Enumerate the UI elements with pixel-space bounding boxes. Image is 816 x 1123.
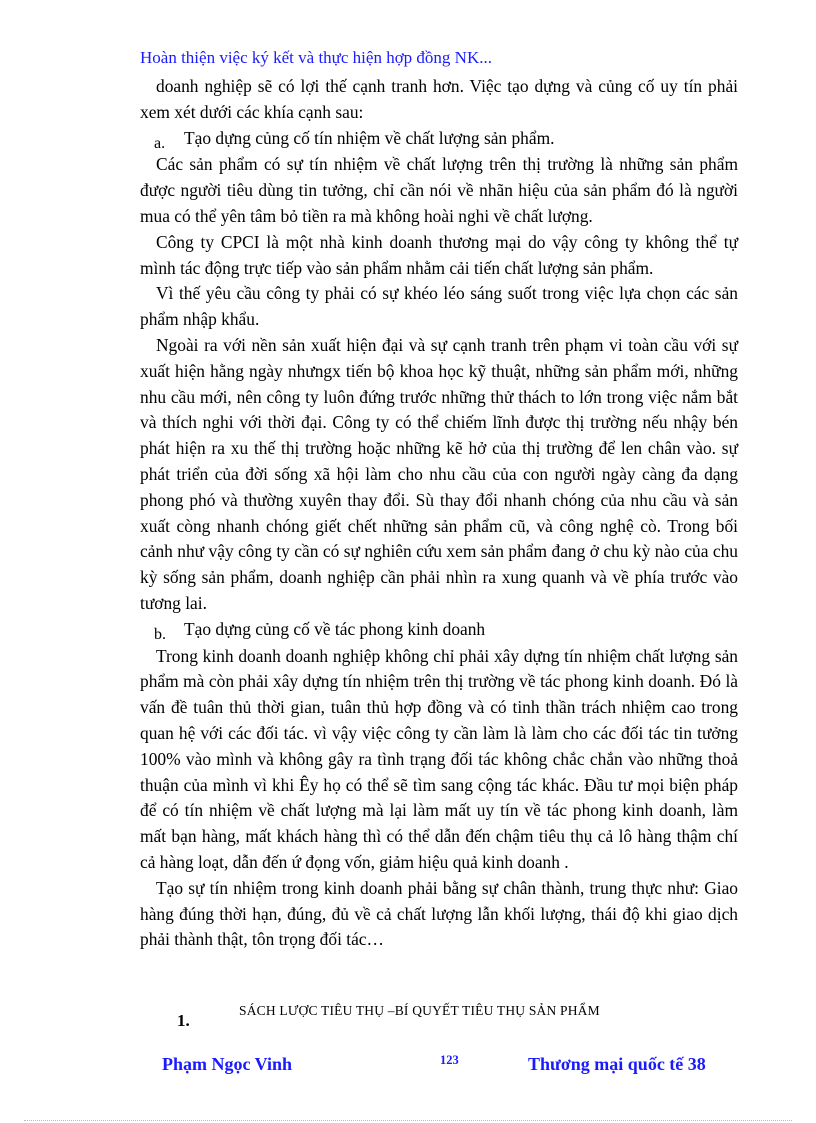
intro-paragraph: doanh nghiệp sẽ có lợi thế cạnh tranh hơn. Việc tạo dựng và củng cố uy tín phải xem xét dưới các khía cạnh sau: — [140, 76, 738, 122]
section-b-paragraph-2: Tạo sự tín nhiệm trong kinh doanh phải bằng sự chân thành, trung thực như: Giao hàng đúng thời hạn, đúng, đủ về cả chất lượng lẫn khối lượng, thái độ khi giao dịch phải thành thật, tôn trọng đối tác… — [140, 877, 738, 950]
section-a-paragraph-2: Công ty CPCI là một nhà kinh doanh thương mại do vậy công ty không thể tự mình tác động trực tiếp vào sản phẩm nhằm cải tiến chất lượng sản phẩm. — [140, 231, 738, 278]
section-a-title: Tạo dựng củng cố tín nhiệm về chất lượng sản phẩm. — [184, 127, 555, 148]
footer-course: Thương mại quốc tế 38 — [528, 1054, 706, 1074]
section-1-number: 1. — [177, 1011, 190, 1030]
section-a-paragraph-1: Các sản phẩm có sự tín nhiệm về chất lượng trên thị trường là những sản phẩm được người tiêu dùng tin tưởng, chỉ cần nói về nhãn hiệu của sản phẩm đó là người mua có thể yên tâm bỏ tiền ra mà không hoài nghi về chất lượng. — [140, 154, 738, 226]
section-b-marker: b. — [154, 625, 166, 643]
section-a-marker: a. — [154, 134, 166, 152]
document-body — [140, 74, 738, 953]
section-1-title: SÁCH LƯỢC TIÊU THỤ –BÍ QUYẾT TIÊU THỤ SẢN PHẨM — [239, 1003, 600, 1018]
section-a-paragraph-4: Ngoài ra với nền sản xuất hiện đại và sự cạnh tranh trên phạm vi toàn cầu với sự xuất hiện hằng ngày nhưngx tiến bộ khoa học kỹ thuật, những sản phẩm mới, những nhu cầu mới, nên công ty luôn đứng trước những thử thách to lớn trong việc nắm bắt và thích nghi với thời đại. Công ty có thể chiếm lĩnh được thị trường nếu nhậy bén phát hiện ra xu thế thị trường hoặc những kẽ hở của thị trường để len chân vào. sự phát triển của đời sống xã hội làm cho nhu cầu của con người ngày càng đa dạng phong phó và thường xuyên thay đổi. Sù thay đổi nhanh chóng của nhu cầu và sản xuất còng nhanh chóng giết chết những sản phẩm cũ, và công nghệ cò. Trong bối cảnh như vậy công ty cần có sự nghiên cứu xem sản phẩm đang ở chu kỳ nào của chu kỳ sống sản phẩm, doanh nghiệp cần phải nhìn ra xung quanh và về phía trước vào tương lai. — [140, 334, 738, 613]
footer-page-number: 123 — [440, 1053, 459, 1067]
section-1-heading — [177, 1003, 600, 1031]
section-b-heading — [140, 617, 738, 644]
section-a-paragraph-3: Vì thế yêu cầu công ty phải có sự khéo léo sáng suốt trong việc lựa chọn các sản phẩm nhập khẩu. — [140, 283, 738, 330]
section-a-heading — [140, 126, 738, 153]
running-header: Hoàn thiện việc ký kết và thực hiện hợp đồng NK... — [140, 48, 492, 67]
page-bottom-edge — [24, 1120, 792, 1121]
section-b-title: Tạo dựng củng cố về tác phong kinh doanh — [184, 618, 486, 639]
section-b-paragraph-1: Trong kinh doanh doanh nghiệp không chỉ phải xây dựng tín nhiệm chất lượng sản phẩm mà còn phải xây dựng tín nhiệm trên thị trường về tác phong kinh doanh. Đó là vấn đề tuân thủ thời gian, tuân thủ hợp đồng và có tinh thần trách nhiệm cao trong quan hệ với các đối tác. vì vậy việc công ty cần làm là làm cho các đối tác tin tưởng 100% vào mình và không gây ra tình trạng đối tác không chắc chắn vào những thoả thuận của mình vì khi Êy họ có thể sẽ tìm sang cộng tác khác. Đầu tư mọi biện pháp để có tín nhiệm về chất lượng mà lại làm mất uy tín về tác phong kinh doanh, làm mất bạn hàng, mất khách hàng thì có thể dẫn đến chậm tiêu thụ cả lô hàng thậm chí cả hàng loạt, dẫn đến ứ đọng vốn, giảm hiệu quả kinh doanh . — [140, 645, 738, 872]
footer-author: Phạm Ngọc Vinh — [162, 1054, 293, 1074]
